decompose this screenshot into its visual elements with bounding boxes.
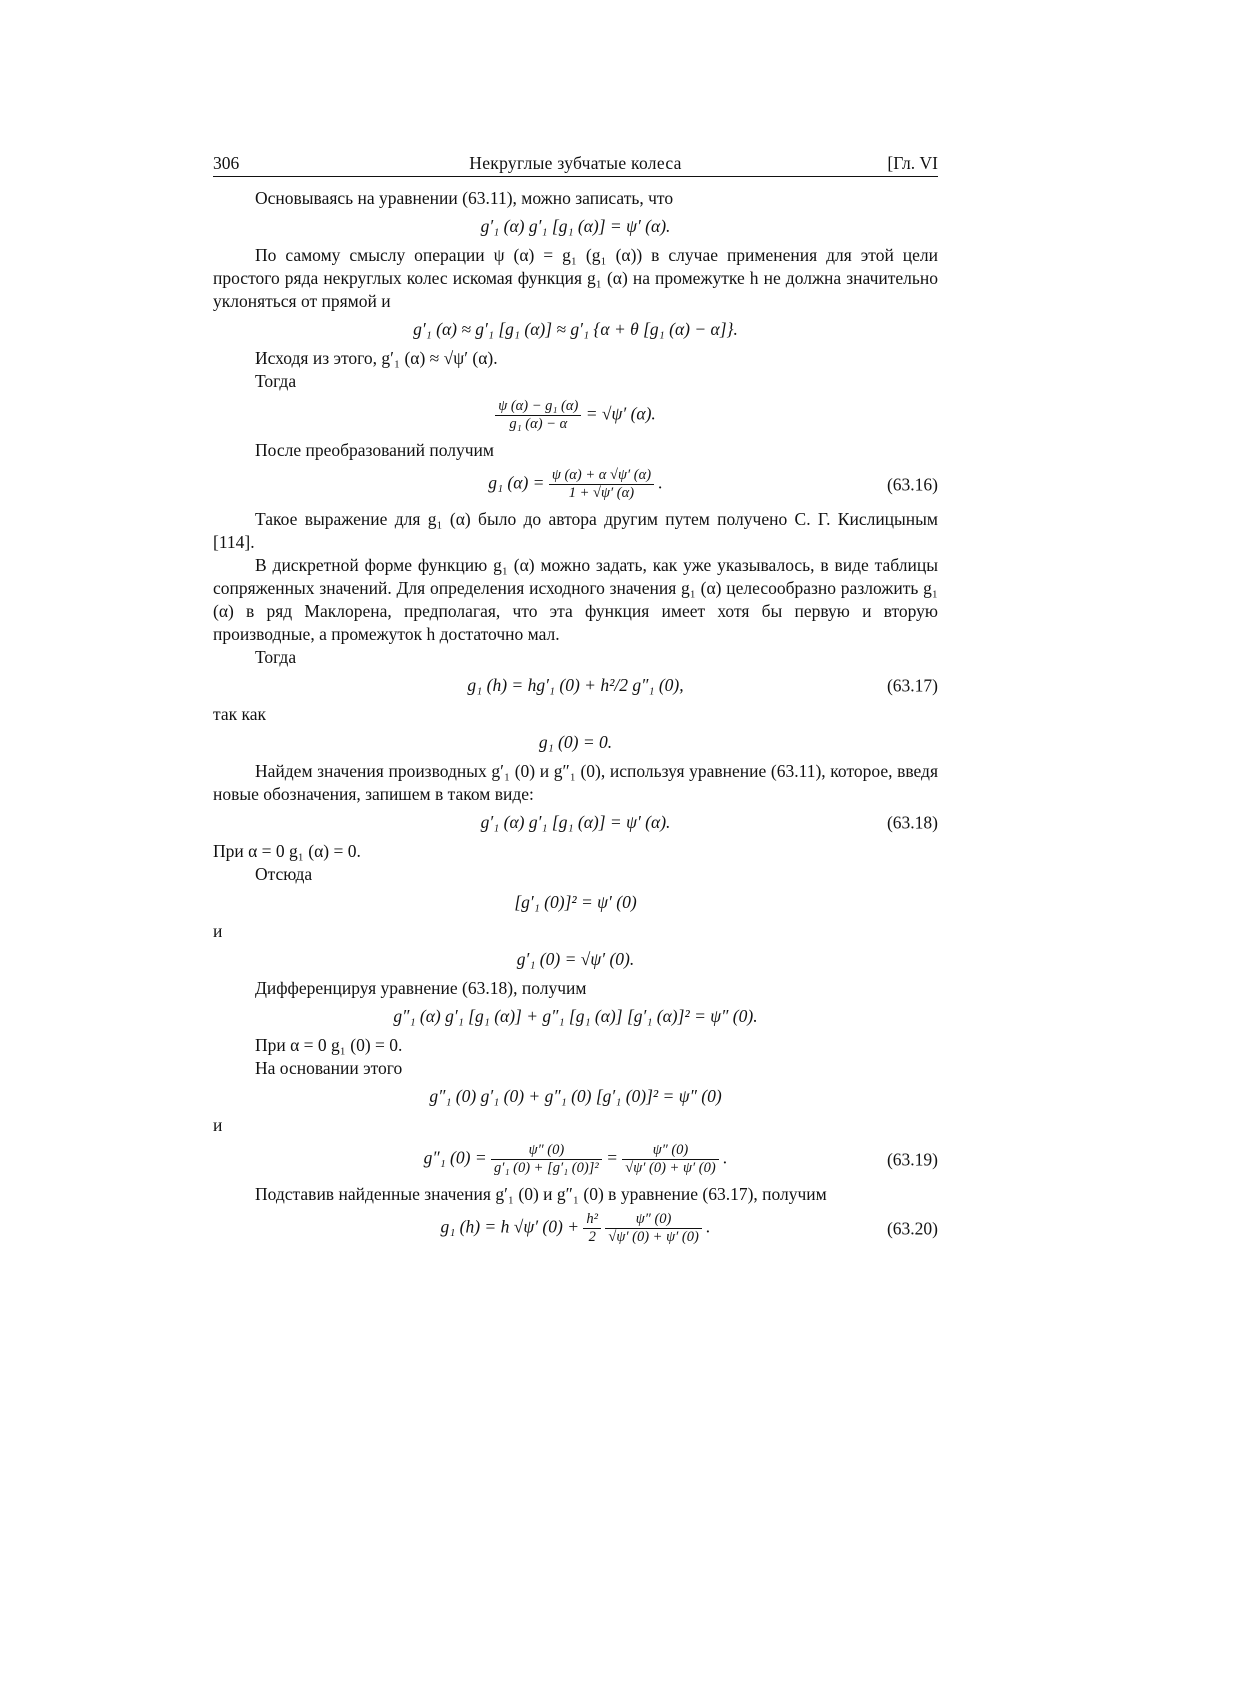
formula-numbered: g″₁ (0) = $\frac{\psi'' (0)}{\text{g′₁ (0) + [g′₁ (0)]²}}$ = $\frac{\psi'' (0)}{√\psi' (0) + \psi' (0)}$ . (63.19) xyxy=(423,1142,938,1176)
formula: g″₁ (0) g′₁ (0) + g″₁ (0) [g′₁ (0)]² = ψ″ (0) xyxy=(429,1086,722,1106)
paragraph: На основании этого xyxy=(255,1058,403,1078)
paragraph: и xyxy=(213,1115,223,1135)
paragraph: и xyxy=(213,921,223,941)
formula-numbered xyxy=(213,811,938,834)
equation-number: (63.19) xyxy=(886,1149,938,1169)
paragraph: При α = 0 g₁ (0) = 0. xyxy=(255,1035,403,1055)
numerator: h² xyxy=(583,1211,601,1229)
formula-numbered: g₁ (h) = h √ψ′ (0) + $\frac{\text{h²}}{2}$ $\frac{\psi'' (0)}{√\psi' (0) + \psi' (0)}$ . (63.20) xyxy=(440,1211,938,1245)
formula-numbered: g₁ (α) = $\frac{\psi (\alpha) + \alpha √\psi' (\alpha)}{1 + √\psi' (\alpha)}$ . (63.16) xyxy=(488,467,938,501)
formula-lhs: g₁ (α) = xyxy=(488,472,545,493)
paragraph: так как xyxy=(213,704,267,724)
fraction xyxy=(491,1142,602,1177)
numerator: ψ (α) − g₁ (α) xyxy=(495,398,581,416)
formula-rhs: = √ψ′ (α). xyxy=(585,403,656,424)
paragraph: После преобразований получим xyxy=(255,440,494,460)
denominator: 1 + √ψ′ (α) xyxy=(568,485,635,501)
running-header xyxy=(213,150,938,177)
fraction xyxy=(495,398,581,433)
equation-number: (63.17) xyxy=(886,675,938,695)
formula: g₁ (0) = 0. xyxy=(538,732,613,752)
running-title: Некруглые зубчатые колеса xyxy=(469,153,682,173)
formula-lhs: g₁ (h) = h √ψ′ (0) + xyxy=(440,1216,580,1237)
fraction xyxy=(622,1142,718,1177)
paragraph: Найдем значения производных g′₁ (0) и g″₁ (0), используя уравнение (63.11), которое, введя новые обозначения, запишем в таком виде: xyxy=(213,761,938,804)
paragraph: Тогда xyxy=(255,647,297,667)
formula: g′₁ (α) ≈ g′₁ [g₁ (α)] ≈ g′₁ {α + θ [g₁ (α) − α]}. xyxy=(413,319,738,339)
paragraph: В дискретной форме функцию g₁ (α) можно задать, как уже указывалось, в виде таблицы сопряженных значений. Для определения исходного значения g₁ (α) целесообразно разложить g₁ (α) в ряд Маклорена, предполагая, что эта функция имеет хотя бы первую и вторую производные, а промежуток h достаточно мал. xyxy=(213,555,938,644)
denominator: 2 xyxy=(588,1229,596,1245)
paragraph: Дифференцируя уравнение (63.18), получим xyxy=(255,978,587,998)
equation-number: (63.16) xyxy=(886,474,938,494)
numerator: ψ″ (0) xyxy=(491,1142,602,1160)
paragraph: Такое выражение для g₁ (α) было до автора другим путем получено С. Г. Кислицыным [114]. xyxy=(213,509,938,552)
formula: g′₁ (α) g′₁ [g₁ (α)] = ψ′ (α). xyxy=(480,216,671,236)
denominator: √ψ′ (0) + ψ′ (0) xyxy=(608,1229,699,1245)
numerator: ψ (α) + α √ψ′ (α) xyxy=(549,467,654,485)
equation-number: (63.20) xyxy=(886,1218,938,1238)
denominator: g′₁ (0) + [g′₁ (0)]² xyxy=(494,1160,599,1176)
formula: g′₁ (0) = √ψ′ (0). xyxy=(516,949,635,969)
formula-lhs: g″₁ (0) = xyxy=(423,1147,487,1168)
formula: [g′₁ (0)]² = ψ′ (0) xyxy=(514,892,637,912)
paragraph: Основываясь на уравнении (63.11), можно записать, что xyxy=(255,188,674,208)
numerator: ψ″ (0) xyxy=(605,1211,701,1229)
paragraph: Исходя из этого, g′₁ (α) ≈ √ψ′ (α). xyxy=(255,348,498,368)
chapter-marker: [Гл. VI xyxy=(887,153,938,173)
fraction xyxy=(549,467,654,502)
equation-number: (63.18) xyxy=(886,812,938,832)
paragraph: Отсюда xyxy=(255,864,313,884)
denominator: g₁ (α) − α xyxy=(509,416,568,432)
formula-body: g₁ (h) = hg′₁ (0) + h²/2 g″₁ (0), xyxy=(467,675,684,695)
paragraph: По самому смыслу операции ψ (α) = g₁ (g₁ (α)) в случае применения для этой цели простого ряда некруглых колес искомая функция g₁ (α) на промежутке h не должна значительно уклоняться от прямой и xyxy=(213,245,938,311)
page-number: 306 xyxy=(213,153,240,173)
paragraph: Подставив найденные значения g′₁ (0) и g″₁ (0) в уравнение (63.17), получим xyxy=(255,1184,827,1204)
paragraph: При α = 0 g₁ (α) = 0. xyxy=(213,841,361,861)
formula: g″₁ (α) g′₁ [g₁ (α)] + g″₁ [g₁ (α)] [g′₁ (α)]² = ψ″ (0). xyxy=(393,1006,758,1026)
fraction xyxy=(583,1211,601,1246)
formula-numbered xyxy=(213,674,938,697)
formula-body: g′₁ (α) g′₁ [g₁ (α)] = ψ′ (α). xyxy=(480,812,671,832)
paragraph: Тогда xyxy=(255,371,297,391)
formula-fraction xyxy=(213,398,938,433)
book-page xyxy=(213,150,938,1252)
numerator: ψ″ (0) xyxy=(622,1142,718,1160)
fraction xyxy=(605,1211,701,1246)
denominator: √ψ′ (0) + ψ′ (0) xyxy=(625,1160,716,1176)
